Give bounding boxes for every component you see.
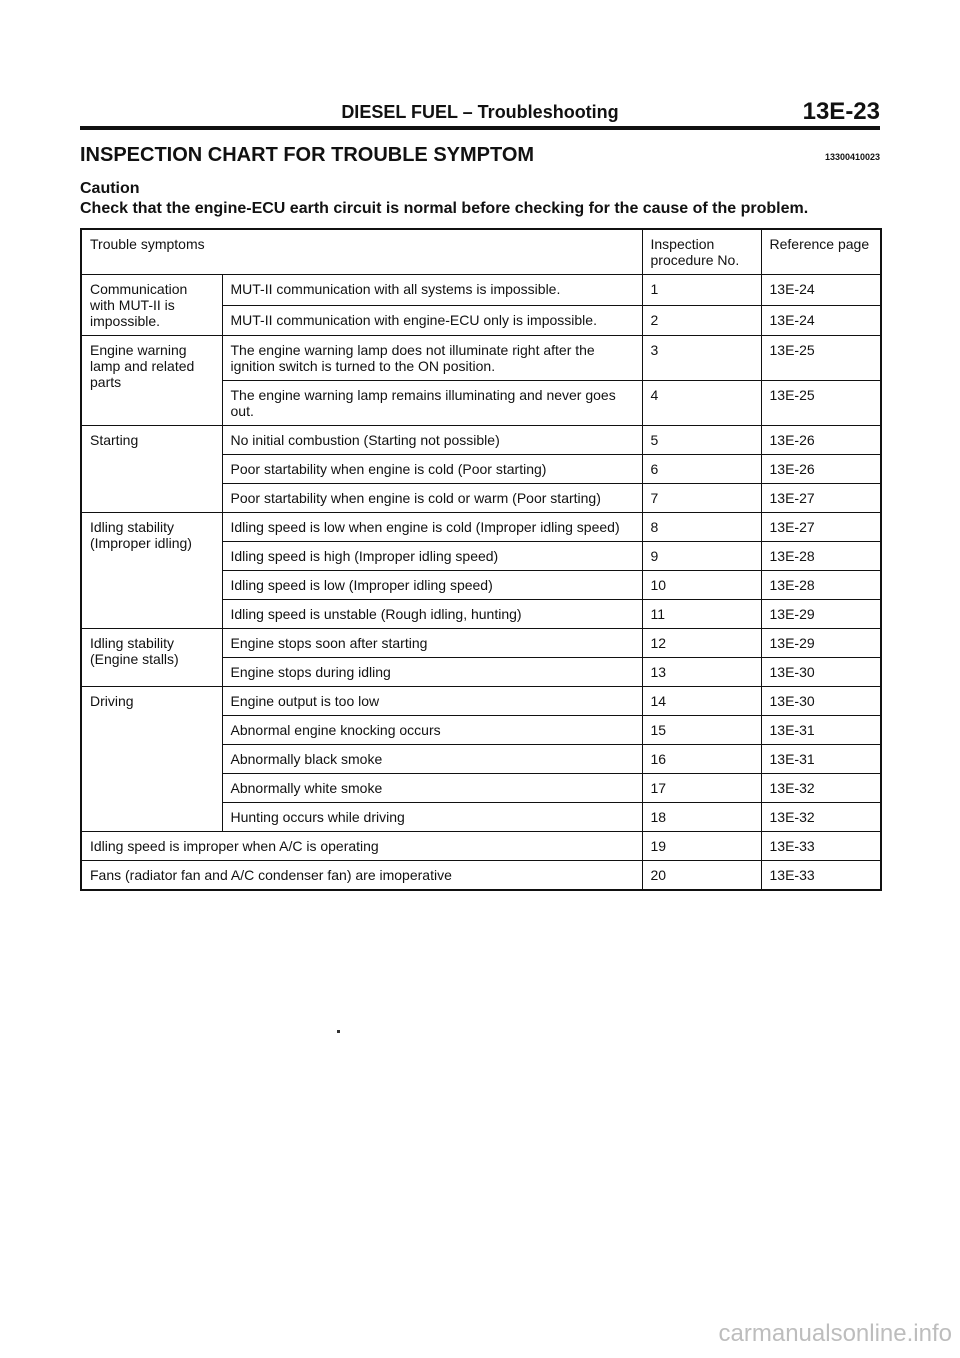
inspection-chart-body bbox=[81, 229, 881, 890]
inspection-procedure-no: 1 bbox=[642, 275, 761, 306]
table-row bbox=[81, 687, 881, 716]
inspection-procedure-no: 11 bbox=[642, 600, 761, 629]
reference-page: 13E-26 bbox=[761, 455, 881, 484]
inspection-procedure-no: 20 bbox=[642, 861, 761, 891]
inspection-procedure-no: 18 bbox=[642, 803, 761, 832]
reference-page: 13E-27 bbox=[761, 513, 881, 542]
reference-page: 13E-28 bbox=[761, 571, 881, 600]
symptom-description: Idling speed is low when engine is cold (Improper idling speed) bbox=[222, 513, 642, 542]
table-header-row bbox=[81, 229, 881, 275]
inspection-procedure-no: 3 bbox=[642, 336, 761, 381]
inspection-procedure-no: 4 bbox=[642, 381, 761, 426]
watermark: carmanualsonline.info bbox=[718, 1320, 952, 1347]
chart-title: INSPECTION CHART FOR TROUBLE SYMPTOM bbox=[80, 144, 535, 166]
reference-page: 13E-31 bbox=[761, 745, 881, 774]
symptom-category: Starting bbox=[81, 426, 222, 513]
inspection-procedure-no: 7 bbox=[642, 484, 761, 513]
symptom-description: Idling speed is low (Improper idling speed) bbox=[222, 571, 642, 600]
inspection-chart-table bbox=[80, 228, 882, 891]
symptom-description: Abnormal engine knocking occurs bbox=[222, 716, 642, 745]
reference-page: 13E-33 bbox=[761, 832, 881, 861]
inspection-procedure-no: 9 bbox=[642, 542, 761, 571]
inspection-procedure-no: 14 bbox=[642, 687, 761, 716]
inspection-procedure-no: 15 bbox=[642, 716, 761, 745]
reference-page: 13E-31 bbox=[761, 716, 881, 745]
reference-page: 13E-29 bbox=[761, 629, 881, 658]
symptom-description: Poor startability when engine is cold or warm (Poor starting) bbox=[222, 484, 642, 513]
table-row bbox=[81, 426, 881, 455]
symptom-description: Abnormally black smoke bbox=[222, 745, 642, 774]
reference-page: 13E-29 bbox=[761, 600, 881, 629]
symptom-description: Poor startability when engine is cold (Poor starting) bbox=[222, 455, 642, 484]
symptom-description: Engine output is too low bbox=[222, 687, 642, 716]
table-row bbox=[81, 275, 881, 306]
inspection-procedure-no: 13 bbox=[642, 658, 761, 687]
header-reference-page: Reference page bbox=[761, 229, 881, 275]
table-row bbox=[81, 336, 881, 381]
inspection-procedure-no: 19 bbox=[642, 832, 761, 861]
symptom-description: Engine stops soon after starting bbox=[222, 629, 642, 658]
page-number: 13E-23 bbox=[802, 98, 880, 125]
symptom-description: Idling speed is improper when A/C is operating bbox=[81, 832, 642, 861]
stray-mark bbox=[337, 1030, 340, 1033]
caution-label: Caution bbox=[80, 180, 140, 197]
inspection-procedure-no: 10 bbox=[642, 571, 761, 600]
table-row bbox=[81, 513, 881, 542]
inspection-procedure-no: 16 bbox=[642, 745, 761, 774]
table-row bbox=[81, 629, 881, 658]
reference-page: 13E-25 bbox=[761, 381, 881, 426]
symptom-description: Hunting occurs while driving bbox=[222, 803, 642, 832]
header-title: DIESEL FUEL – Troubleshooting bbox=[341, 102, 619, 122]
symptom-description: No initial combustion (Starting not possible) bbox=[222, 426, 642, 455]
reference-page: 13E-33 bbox=[761, 861, 881, 891]
symptom-description: The engine warning lamp remains illuminating and never goes out. bbox=[222, 381, 642, 426]
page-header bbox=[80, 100, 880, 130]
symptom-description: Idling speed is unstable (Rough idling, hunting) bbox=[222, 600, 642, 629]
symptom-category: Engine warning lamp and related parts bbox=[81, 336, 222, 426]
document-code: 13300410023 bbox=[824, 152, 880, 162]
symptom-category: Communication with MUT-II is impossible. bbox=[81, 275, 222, 336]
symptom-description: Abnormally white smoke bbox=[222, 774, 642, 803]
symptom-description: MUT-II communication with all systems is impossible. bbox=[222, 275, 642, 306]
table-row bbox=[81, 832, 881, 861]
reference-page: 13E-30 bbox=[761, 687, 881, 716]
inspection-procedure-no: 2 bbox=[642, 305, 761, 336]
symptom-description: Idling speed is high (Improper idling speed) bbox=[222, 542, 642, 571]
header-inspection-procedure: Inspection procedure No. bbox=[642, 229, 761, 275]
reference-page: 13E-26 bbox=[761, 426, 881, 455]
symptom-category: Driving bbox=[81, 687, 222, 832]
reference-page: 13E-27 bbox=[761, 484, 881, 513]
symptom-description: The engine warning lamp does not illuminate right after the ignition switch is turned to the ON position. bbox=[222, 336, 642, 381]
reference-page: 13E-32 bbox=[761, 803, 881, 832]
symptom-category: Idling stability (Engine stalls) bbox=[81, 629, 222, 687]
reference-page: 13E-32 bbox=[761, 774, 881, 803]
table-row bbox=[81, 861, 881, 891]
symptom-category: Idling stability (Improper idling) bbox=[81, 513, 222, 629]
reference-page: 13E-24 bbox=[761, 305, 881, 336]
inspection-procedure-no: 12 bbox=[642, 629, 761, 658]
symptom-description: Engine stops during idling bbox=[222, 658, 642, 687]
inspection-procedure-no: 17 bbox=[642, 774, 761, 803]
symptom-description: Fans (radiator fan and A/C condenser fan) are imoperative bbox=[81, 861, 642, 891]
reference-page: 13E-30 bbox=[761, 658, 881, 687]
header-trouble-symptoms: Trouble symptoms bbox=[81, 229, 642, 275]
reference-page: 13E-28 bbox=[761, 542, 881, 571]
inspection-procedure-no: 5 bbox=[642, 426, 761, 455]
inspection-procedure-no: 8 bbox=[642, 513, 761, 542]
caution-text: Check that the engine-ECU earth circuit is normal before checking for the cause of the problem. bbox=[80, 200, 809, 217]
inspection-procedure-no: 6 bbox=[642, 455, 761, 484]
reference-page: 13E-24 bbox=[761, 275, 881, 306]
symptom-description: MUT-II communication with engine-ECU only is impossible. bbox=[222, 305, 642, 336]
reference-page: 13E-25 bbox=[761, 336, 881, 381]
